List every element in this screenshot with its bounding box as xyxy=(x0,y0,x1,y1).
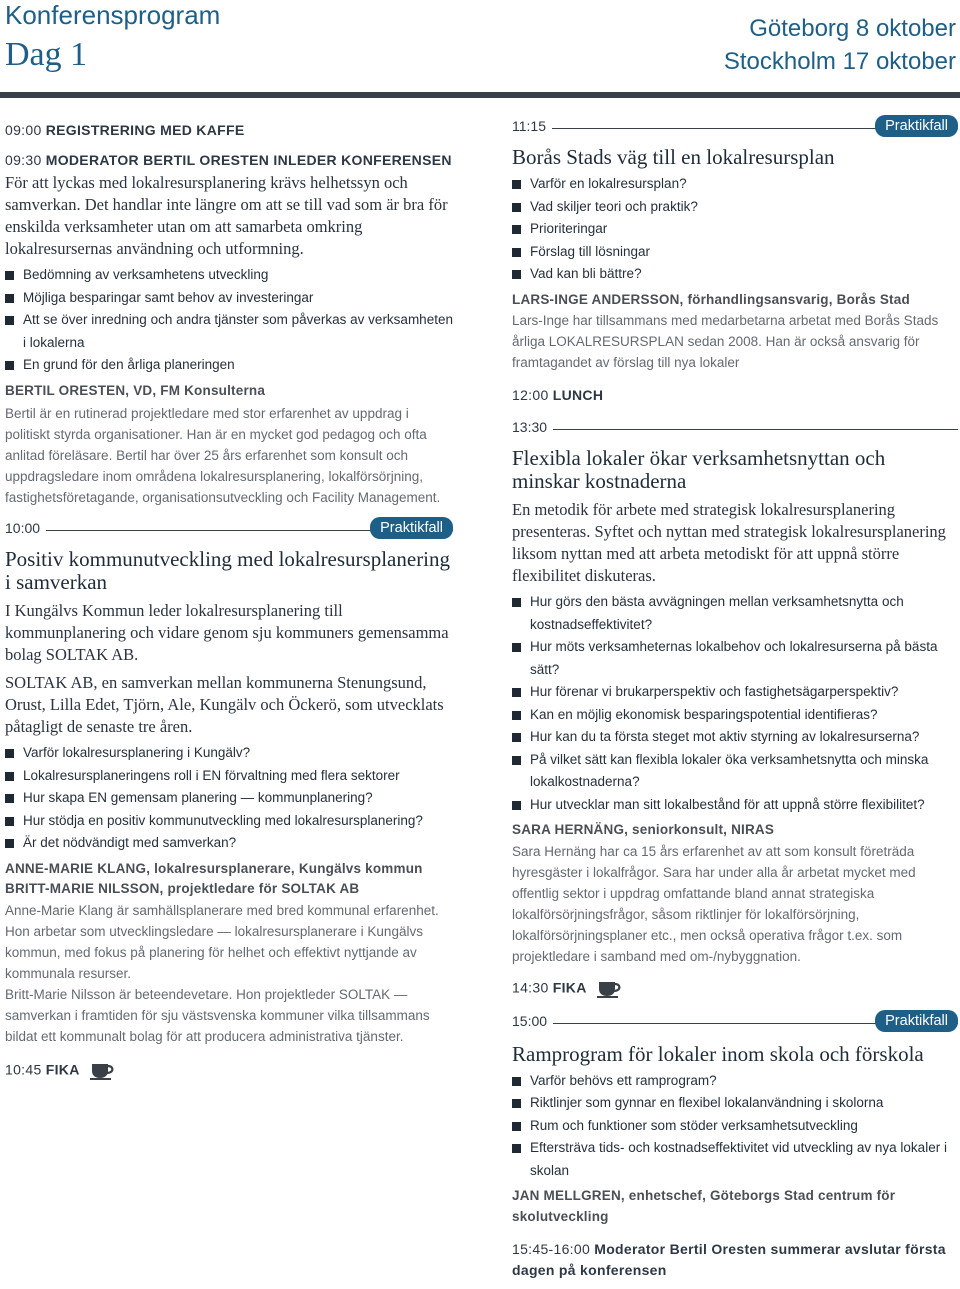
header-divider xyxy=(0,92,960,98)
session-title: Positiv kommunutveckling med lokalresursplanering i samverkan xyxy=(5,547,451,594)
session-registration xyxy=(5,122,453,138)
list-item: Lokalresursplaneringens roll i EN förvaltning med flera sektorer xyxy=(5,765,453,788)
session-title: Flexibla lokaler ökar verksamhetsnyttan och minskar kostnaderna xyxy=(512,446,886,493)
session-lunch xyxy=(512,387,958,403)
list-item: Prioriteringar xyxy=(512,218,958,241)
bullet-list xyxy=(512,173,958,286)
session-intro: I Kungälvs Kommun leder lokalresursplanering till kommunplanering och vidare genom sju kommuners gemensamma bolag SOLTAK AB. xyxy=(5,601,449,664)
session-intro-2: SOLTAK AB, en samverkan mellan kommunerna Stenungsund, Orust, Lilla Edet, Tjörn, Ale, Kungälv och Öckerö, som utvecklats påtagligt de senaste tre åren. xyxy=(5,673,444,736)
speaker-bio: Anne-Marie Klang är samhällsplanerare med bred kommunal erfarenhet. Hon arbetar som utvecklingsledare — lokalresursplanerare i Kungälvs kommun, med fokus på planering för helhet och effektivt nyttjande av kommunala resurser. xyxy=(5,902,439,981)
list-item: Hur möts verksamheternas lokalbehov och lokalresurserna på bästa sätt? xyxy=(512,636,958,681)
bullet-list xyxy=(5,264,453,377)
speaker-bio: Bertil är en rutinerad projektledare med stor erfarenhet av uppdrag i politiskt styrda organisationer. Han är en mycket god pedagog och ofta anlitad föreläsare. Bertil har över 25 års erfarenhet som konsult och uppdragsledare inom områdena lokalresursplanering, lokalförsörjning, fastighetsföretagande, organisationsutveckling och Facility Management. xyxy=(5,406,441,505)
list-item: Varför lokalresursplanering i Kungälv? xyxy=(5,742,453,765)
list-item: Hur utvecklar man sitt lokalbestånd för att uppnå större flexibilitet? xyxy=(512,794,958,817)
session-time: 09:30 xyxy=(5,152,42,168)
bullet-list xyxy=(512,1070,958,1183)
list-item: Hur skapa EN gemensam planering — kommunplanering? xyxy=(5,787,453,810)
right-column xyxy=(512,112,958,1281)
list-item: Att se över inredning och andra tjänster som påverkas av verksamheten i lokalerna xyxy=(5,309,453,354)
case-study-badge: Praktikfall xyxy=(370,517,453,539)
city-date-1: Göteborg 8 oktober xyxy=(749,15,956,42)
session-closing xyxy=(512,1239,958,1281)
list-item: Hur görs den bästa avvägningen mellan verksamhetsnytta och kostnadseffektivitet? xyxy=(512,591,958,636)
session-time: 15:45-16:00 xyxy=(512,1241,591,1257)
dates-and-cities xyxy=(724,12,956,78)
speaker-name: LARS-INGE ANDERSSON, förhandlingsansvarig, Borås Stad xyxy=(512,291,910,307)
list-item: Eftersträva tids- och kostnadseffektivitet vid utveckling av nya lokaler i skolan xyxy=(512,1137,958,1182)
session-moderator xyxy=(5,152,453,168)
session-time: 14:30 xyxy=(512,979,549,996)
list-item: Rum och funktioner som stöder verksamhetsutveckling xyxy=(512,1115,958,1138)
speaker-name: JAN MELLGREN, enhetschef, Göteborgs Stad centrum för skolutveckling xyxy=(512,1188,896,1224)
bullet-list xyxy=(512,591,958,816)
session-header xyxy=(512,413,958,443)
session-title: Ramprogram för lokaler inom skola och förskola xyxy=(512,1041,924,1066)
case-study-badge: Praktikfall xyxy=(875,115,958,137)
list-item: En grund för den årliga planeringen xyxy=(5,354,453,377)
list-item: Varför behövs ett ramprogram? xyxy=(512,1070,958,1093)
session-title: Borås Stads väg till en lokalresursplan xyxy=(512,145,835,169)
session-time: 13:30 xyxy=(512,419,553,435)
list-item: Hur förenar vi brukarperspektiv och fastighetsägarperspektiv? xyxy=(512,681,958,704)
city-date-2: Stockholm 17 oktober xyxy=(723,48,956,75)
speaker-bio: Lars-Inge har tillsammans med medarbetarna arbetat med Borås Stads årliga LOKALRESURSPLAN sedan 2008. Han är också ansvarig för framtagandet av förslag till nya lokaler xyxy=(512,313,939,370)
session-label: MODERATOR BERTIL ORESTEN INLEDER KONFERENSEN xyxy=(45,152,452,168)
day-title: Dag 1 xyxy=(5,36,88,73)
bullet-list xyxy=(5,742,453,855)
speaker-name: ANNE-MARIE KLANG, lokalresursplanerare, Kungälvs kommun xyxy=(5,860,423,876)
session-break xyxy=(512,979,958,999)
session-header xyxy=(5,514,453,544)
session-time: 11:15 xyxy=(512,118,552,134)
session-time: 10:00 xyxy=(5,520,46,536)
speaker-name: BERTIL ORESTEN, VD, FM Konsulterna xyxy=(5,382,266,398)
list-item: Hur kan du ta första steget mot aktiv styrning av lokalresurserna? xyxy=(512,726,958,749)
case-study-badge: Praktikfall xyxy=(875,1010,958,1032)
speaker-bio: Sara Hernäng har ca 15 års erfarenhet av att som konsult företräda hyresgäster i lokalfrågor. Sara har under alla år arbetat mycket med offentlig sektor i uppdrag omfattande bland annat strategiska lokalförsörjningsfrågor, såsom riktlinjer för lokalförsörjning, lokalförsörjningsplaner etc., men också operativa frågor t.ex. som projektledare i samband med om-/nybyggnation. xyxy=(512,843,916,964)
session-header xyxy=(512,1007,958,1037)
session-intro: En metodik för arbete med strategisk lokalresursplanering presenteras. Syftet och nyttan med strategisk lokalresursplanering liksom nyttan med att arbeta metodiskt för att uppnå större flexibilitet diskuteras. xyxy=(512,500,946,585)
session-intro: För att lyckas med lokalresursplanering krävs helhetssyn och samverkan. Det handlar inte längre om att se till vad som är bra för enskilda verksamheter utan om att samarbeta omkring lokalresursernas användning och utformning. xyxy=(5,173,448,258)
session-label: FIKA xyxy=(552,979,587,996)
speaker-name: SARA HERNÄNG, seniorkonsult, NIRAS xyxy=(512,822,775,837)
session-time: 09:00 xyxy=(5,122,42,138)
session-label: Moderator Bertil Oresten summerar avslutar första dagen på konferensen xyxy=(512,1241,946,1278)
session-rule xyxy=(512,429,958,430)
session-header xyxy=(512,112,958,142)
coffee-cup-icon xyxy=(597,979,623,999)
list-item: Vad kan bli bättre? xyxy=(512,263,958,286)
speaker-bio: Britt-Marie Nilsson är beteendevetare. Hon projektleder SOLTAK — samverkan i framtiden för sju västsvenska kommuner vilka tillsammans bildat ett kommunalt bolag för att producera administrativa tjänster. xyxy=(5,986,430,1044)
program-label: Konferensprogram xyxy=(5,0,221,30)
speaker-name: BRITT-MARIE NILSSON, projektledare för SOLTAK AB xyxy=(5,881,360,896)
session-time: 12:00 xyxy=(512,387,549,403)
list-item: Riktlinjer som gynnar en flexibel lokalanvändning i skolorna xyxy=(512,1092,958,1115)
list-item: Möjliga besparingar samt behov av investeringar xyxy=(5,287,453,310)
session-break xyxy=(5,1061,453,1081)
session-time: 10:45 xyxy=(5,1061,42,1078)
session-label: FIKA xyxy=(45,1061,80,1078)
list-item: Förslag till lösningar xyxy=(512,241,958,264)
left-column xyxy=(5,112,453,1081)
coffee-cup-icon xyxy=(90,1061,116,1081)
list-item: Varför en lokalresursplan? xyxy=(512,173,958,196)
list-item: Hur stödja en positiv kommunutveckling med lokalresursplanering? xyxy=(5,810,453,833)
session-time: 15:00 xyxy=(512,1013,553,1029)
list-item: Vad skiljer teori och praktik? xyxy=(512,196,958,219)
list-item: Bedömning av verksamhetens utveckling xyxy=(5,264,453,287)
list-item: På vilket sätt kan flexibla lokaler öka verksamhetsnytta och minska lokalkostnaderna? xyxy=(512,749,958,794)
list-item: Är det nödvändigt med samverkan? xyxy=(5,832,453,855)
session-label: LUNCH xyxy=(552,387,604,403)
list-item: Kan en möjlig ekonomisk besparingspotential identifieras? xyxy=(512,704,958,727)
session-label: REGISTRERING MED KAFFE xyxy=(45,122,245,138)
